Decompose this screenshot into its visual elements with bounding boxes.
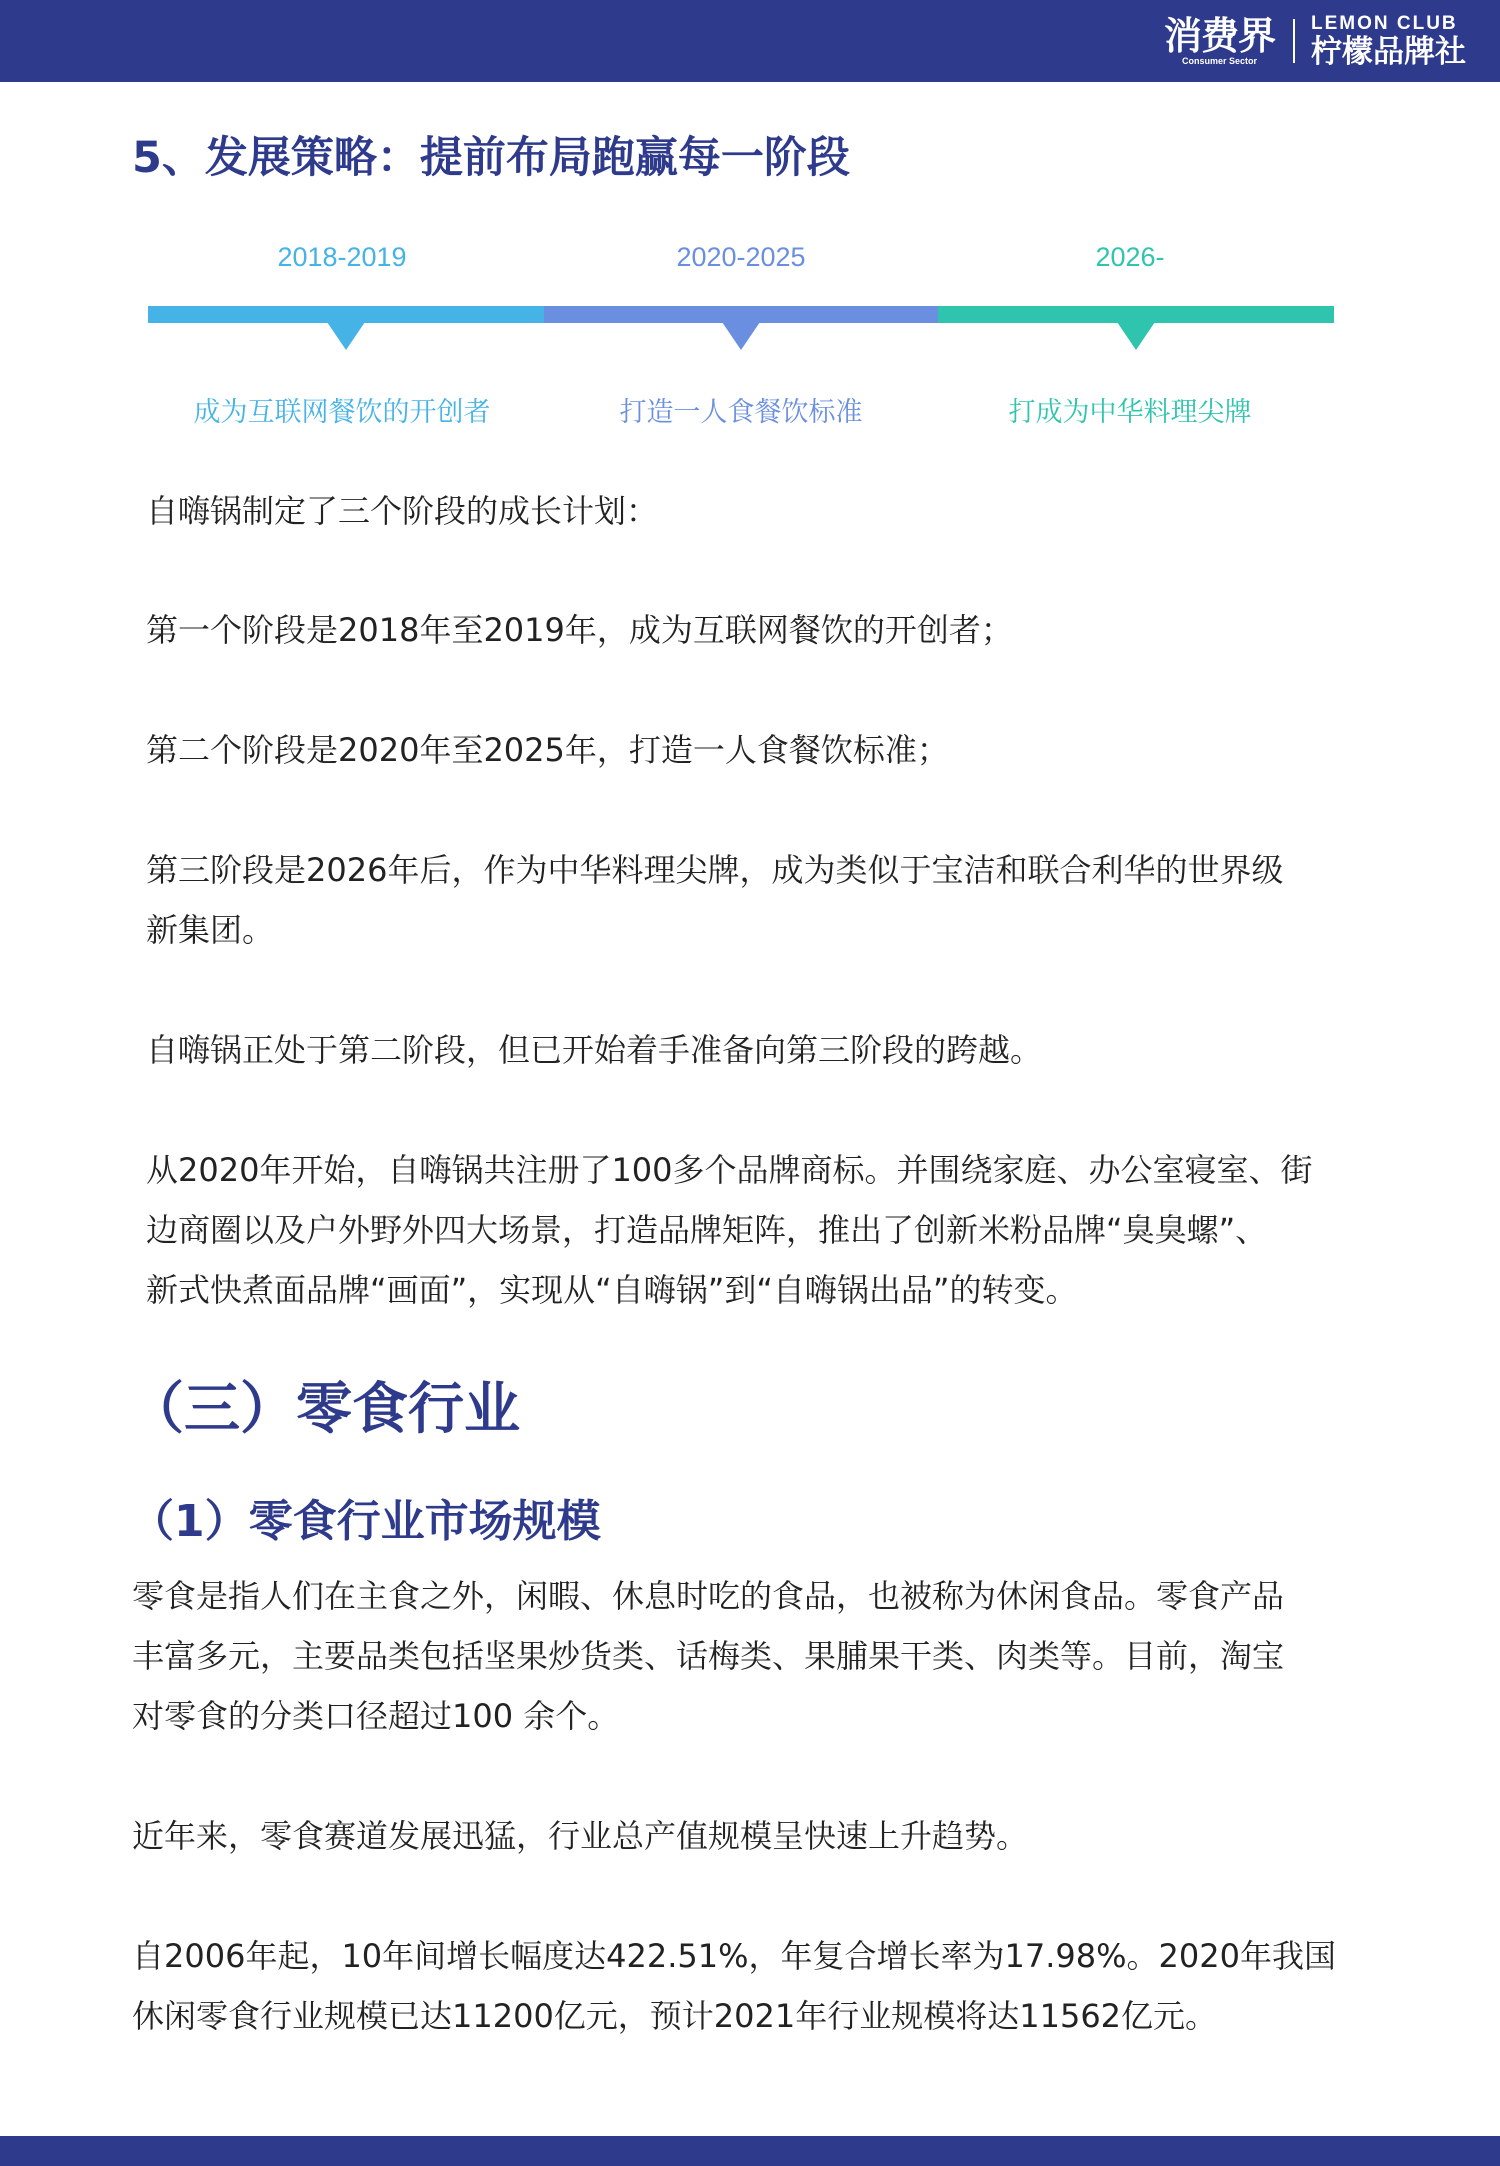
brand-logo bbox=[1164, 10, 1466, 72]
timeline-segment-3 bbox=[938, 306, 1334, 323]
paragraph-stage-2 bbox=[146, 720, 949, 780]
timeline-marker-3 bbox=[1117, 322, 1155, 350]
paragraph-snack-trend bbox=[132, 1806, 1028, 1866]
paragraph-line: 近年来，零食赛道发展迅猛，行业总产值规模呈快速上升趋势。 bbox=[132, 1817, 1029, 1855]
paragraph-line: 第三阶段是2026年后，作为中华料理尖牌，成为类似于宝洁和联合利华的世界级 bbox=[146, 851, 1284, 889]
brand-logo-left bbox=[1164, 16, 1275, 66]
brand-subtitle: Consumer Sector bbox=[1181, 56, 1257, 66]
paragraph-line: 对零食的分类口径超过100 余个。 bbox=[132, 1697, 620, 1735]
timeline-desc-2: 打造一人食餐饮标准 bbox=[619, 397, 863, 428]
strategy-heading: 5、发展策略：提前布局跑赢每一阶段 bbox=[132, 133, 850, 183]
timeline-segment-1 bbox=[148, 306, 544, 323]
paragraph-line: 自嗨锅正处于第二阶段，但已开始着手准备向第三阶段的跨越。 bbox=[146, 1031, 1043, 1069]
footer-bar bbox=[0, 2136, 1500, 2166]
paragraph-stage-1 bbox=[146, 600, 1013, 660]
brand-name-cn: 消费界 bbox=[1163, 14, 1275, 58]
paragraph-brand-matrix bbox=[146, 1140, 1313, 1320]
paragraph-line: 第一个阶段是2018年至2019年，成为互联网餐饮的开创者； bbox=[146, 611, 1013, 649]
header-bar bbox=[0, 0, 1500, 82]
subsection-heading: （1）零食行业市场规模 bbox=[130, 1496, 601, 1547]
paragraph-line: 休闲零食行业规模已达11200亿元，预计2021年行业规模将达11562亿元。 bbox=[132, 1997, 1218, 2035]
paragraph-line: 自2006年起，10年间增长幅度达422.51%，年复合增长率为17.98%。2020年我国 bbox=[132, 1937, 1336, 1975]
paragraph-line: 新式快煮面品牌“画面”，实现从“自嗨锅”到“自嗨锅出品”的转变。 bbox=[146, 1271, 1078, 1309]
timeline bbox=[148, 230, 1334, 430]
paragraph-line: 新集团。 bbox=[146, 911, 275, 949]
timeline-year-2: 2020-2025 bbox=[676, 242, 806, 272]
timeline-year-3: 2026- bbox=[1095, 242, 1165, 272]
timeline-year-1: 2018-2019 bbox=[277, 242, 407, 272]
timeline-desc-3: 打成为中华料理尖牌 bbox=[1008, 397, 1252, 428]
paragraph-line: 从2020年开始，自嗨锅共注册了100多个品牌商标。并围绕家庭、办公室寝室、街 bbox=[146, 1151, 1313, 1189]
paragraph-line: 边商圈以及户外野外四大场景，打造品牌矩阵，推出了创新米粉品牌“臭臭螺”、 bbox=[146, 1211, 1268, 1249]
paragraph-stage-3 bbox=[146, 840, 1283, 960]
paragraph-line: 自嗨锅制定了三个阶段的成长计划： bbox=[146, 492, 659, 530]
section-heading: （三）零食行业 bbox=[128, 1377, 520, 1442]
paragraph-plan-intro bbox=[146, 481, 658, 541]
brand-logo-right bbox=[1311, 13, 1466, 69]
brand-name-en: LEMON CLUB bbox=[1311, 13, 1458, 34]
paragraph-snack-growth bbox=[132, 1926, 1336, 2046]
timeline-marker-1 bbox=[327, 322, 365, 350]
brand-divider bbox=[1293, 19, 1295, 63]
paragraph-current-stage bbox=[146, 1020, 1042, 1080]
paragraph-line: 丰富多元，主要品类包括坚果炒货类、话梅类、果脯果干类、肉类等。目前，淘宝 bbox=[132, 1637, 1285, 1675]
paragraph-line: 零食是指人们在主食之外，闲暇、休息时吃的食品，也被称为休闲食品。零食产品 bbox=[132, 1577, 1285, 1615]
paragraph-snack-definition bbox=[132, 1566, 1284, 1746]
brand-name-cn2: 柠檬品牌社 bbox=[1311, 34, 1466, 70]
timeline-marker-2 bbox=[722, 322, 760, 350]
timeline-desc-1: 成为互联网餐饮的开创者 bbox=[193, 397, 491, 428]
paragraph-line: 第二个阶段是2020年至2025年，打造一人食餐饮标准； bbox=[146, 731, 949, 769]
timeline-segment-2 bbox=[544, 306, 938, 323]
